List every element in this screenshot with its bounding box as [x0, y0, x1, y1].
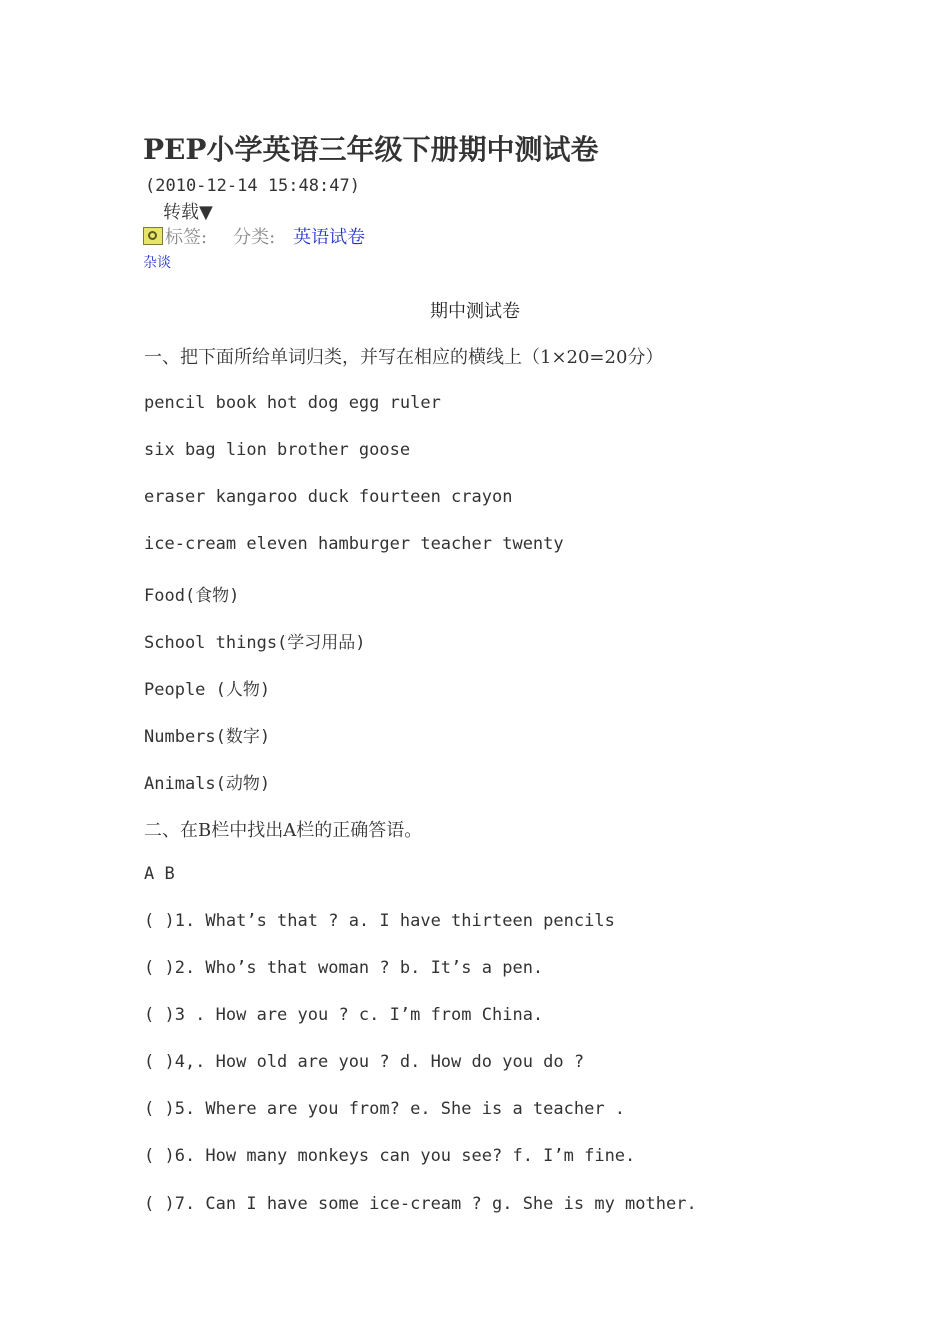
match-item: ( )6. How many monkeys can you see? f. I’m fine.	[144, 1146, 636, 1166]
match-item: ( )1. What’s that ? a. I have thirteen pencils	[144, 911, 615, 931]
category-line: Numbers(数字)	[144, 727, 271, 747]
post-date: (2010-12-14 15:48:47)	[145, 176, 360, 196]
category-line: Animals(动物)	[144, 774, 271, 794]
match-item: ( )2. Who’s that woman ? b. It’s a pen.	[144, 958, 544, 978]
category-line: School things(学习用品)	[144, 633, 366, 653]
match-item: ( )3 . How are you ? c. I’m from China.	[144, 1005, 544, 1025]
section-heading: 期中测试卷	[430, 301, 520, 322]
tag-bar	[143, 223, 365, 249]
word-line: pencil book hot dog egg ruler	[144, 393, 441, 413]
word-line: eraser kangaroo duck fourteen crayon	[144, 487, 513, 507]
match-item: ( )4,. How old are you ? d. How do you do ?	[144, 1052, 585, 1072]
category-line: Food(食物)	[144, 586, 240, 606]
tag-label: 标签:	[165, 227, 208, 248]
category-line: People (人物)	[144, 680, 271, 700]
tag-link-misc[interactable]: 杂谈	[143, 255, 171, 271]
category-label: 分类:	[233, 227, 276, 248]
category-link[interactable]: 英语试卷	[293, 227, 366, 248]
word-line: ice-cream eleven hamburger teacher twenty	[144, 534, 564, 554]
page-title: PEP小学英语三年级下册期中测试卷	[143, 133, 599, 166]
match-item: ( )7. Can I have some ice-cream ? g. She is my mother.	[144, 1194, 697, 1214]
tag-icon	[143, 227, 163, 245]
match-item: ( )5. Where are you from? e. She is a teacher .	[144, 1099, 626, 1119]
column-header: A B	[144, 864, 175, 884]
question-instruction: 二、在B栏中找出A栏的正确答语。	[144, 820, 423, 841]
word-line: six bag lion brother goose	[144, 440, 411, 460]
repost-button[interactable]: 转载▼	[163, 202, 213, 223]
question-instruction: 一、把下面所给单词归类，并写在相应的横线上（1×20=20分）	[144, 347, 664, 368]
